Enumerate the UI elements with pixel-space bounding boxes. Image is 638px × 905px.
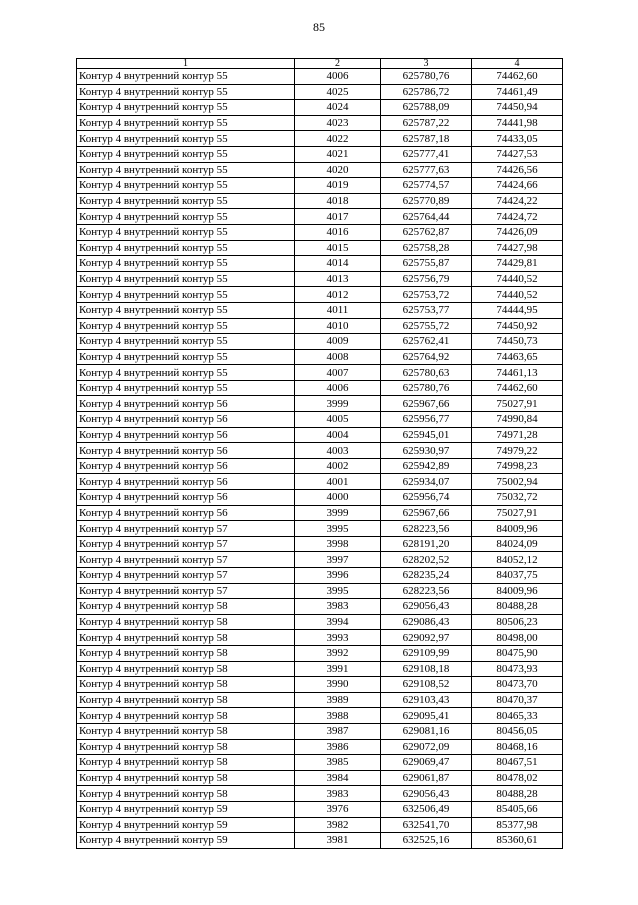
point-number-cell: 4005 (295, 412, 381, 428)
point-number-cell: 3986 (295, 739, 381, 755)
x-coordinate-cell: 625787,22 (381, 115, 472, 131)
x-coordinate-cell: 629086,43 (381, 614, 472, 630)
contour-name-cell: Контур 4 внутренний контур 56 (77, 396, 295, 412)
contour-name-cell: Контур 4 внутренний контур 55 (77, 287, 295, 303)
table-row (77, 256, 563, 272)
contour-name-cell: Контур 4 внутренний контур 56 (77, 490, 295, 506)
contour-name-cell: Контур 4 внутренний контур 55 (77, 69, 295, 85)
x-coordinate-cell: 625764,92 (381, 349, 472, 365)
table-row (77, 458, 563, 474)
table-row (77, 536, 563, 552)
contour-name-cell: Контур 4 внутренний контур 55 (77, 256, 295, 272)
point-number-cell: 3985 (295, 755, 381, 771)
x-coordinate-cell: 629056,43 (381, 786, 472, 802)
x-coordinate-cell: 625762,87 (381, 224, 472, 240)
y-coordinate-cell: 74424,22 (472, 193, 563, 209)
x-coordinate-cell: 628191,20 (381, 536, 472, 552)
contour-name-cell: Контур 4 внутренний контур 55 (77, 162, 295, 178)
y-coordinate-cell: 74461,49 (472, 84, 563, 100)
y-coordinate-cell: 75032,72 (472, 490, 563, 506)
contour-name-cell: Контур 4 внутренний контур 55 (77, 146, 295, 162)
table-row (77, 162, 563, 178)
x-coordinate-cell: 625956,77 (381, 412, 472, 428)
table-row (77, 380, 563, 396)
y-coordinate-cell: 74462,60 (472, 69, 563, 85)
column-header-3: 3 (381, 59, 472, 69)
x-coordinate-cell: 625753,77 (381, 302, 472, 318)
table-row (77, 583, 563, 599)
y-coordinate-cell: 80467,51 (472, 755, 563, 771)
table-row (77, 521, 563, 537)
contour-name-cell: Контур 4 внутренний контур 58 (77, 739, 295, 755)
contour-name-cell: Контур 4 внутренний контур 55 (77, 240, 295, 256)
table-row (77, 708, 563, 724)
table-row (77, 801, 563, 817)
y-coordinate-cell: 80488,28 (472, 599, 563, 615)
contour-name-cell: Контур 4 внутренний контур 56 (77, 427, 295, 443)
x-coordinate-cell: 629072,09 (381, 739, 472, 755)
x-coordinate-cell: 625755,87 (381, 256, 472, 272)
y-coordinate-cell: 84009,96 (472, 521, 563, 537)
y-coordinate-cell: 80473,70 (472, 677, 563, 693)
y-coordinate-cell: 80465,33 (472, 708, 563, 724)
x-coordinate-cell: 629092,97 (381, 630, 472, 646)
point-number-cell: 4006 (295, 380, 381, 396)
contour-name-cell: Контур 4 внутренний контур 55 (77, 100, 295, 116)
contour-name-cell: Контур 4 внутренний контур 57 (77, 536, 295, 552)
y-coordinate-cell: 74461,13 (472, 365, 563, 381)
table-row (77, 692, 563, 708)
point-number-cell: 4004 (295, 427, 381, 443)
table-row (77, 334, 563, 350)
point-number-cell: 4017 (295, 209, 381, 225)
table-row (77, 645, 563, 661)
point-number-cell: 3996 (295, 568, 381, 584)
y-coordinate-cell: 75027,91 (472, 396, 563, 412)
table-row (77, 100, 563, 116)
point-number-cell: 3982 (295, 817, 381, 833)
table-row (77, 599, 563, 615)
point-number-cell: 3992 (295, 645, 381, 661)
point-number-cell: 3993 (295, 630, 381, 646)
contour-name-cell: Контур 4 внутренний контур 58 (77, 630, 295, 646)
table-row (77, 739, 563, 755)
point-number-cell: 3999 (295, 505, 381, 521)
contour-name-cell: Контур 4 внутренний контур 56 (77, 443, 295, 459)
x-coordinate-cell: 629108,52 (381, 677, 472, 693)
x-coordinate-cell: 625942,89 (381, 458, 472, 474)
x-coordinate-cell: 625777,63 (381, 162, 472, 178)
contour-name-cell: Контур 4 внутренний контур 55 (77, 380, 295, 396)
table-row (77, 224, 563, 240)
x-coordinate-cell: 625967,66 (381, 505, 472, 521)
y-coordinate-cell: 80488,28 (472, 786, 563, 802)
point-number-cell: 3984 (295, 770, 381, 786)
point-number-cell: 4020 (295, 162, 381, 178)
contour-name-cell: Контур 4 внутренний контур 55 (77, 365, 295, 381)
y-coordinate-cell: 80498,00 (472, 630, 563, 646)
contour-name-cell: Контур 4 внутренний контур 58 (77, 723, 295, 739)
x-coordinate-cell: 629108,18 (381, 661, 472, 677)
x-coordinate-cell: 629069,47 (381, 755, 472, 771)
table-row (77, 723, 563, 739)
contour-name-cell: Контур 4 внутренний контур 55 (77, 84, 295, 100)
point-number-cell: 4021 (295, 146, 381, 162)
contour-name-cell: Контур 4 внутренний контур 59 (77, 817, 295, 833)
y-coordinate-cell: 80475,90 (472, 645, 563, 661)
table-row (77, 69, 563, 85)
y-coordinate-cell: 74424,66 (472, 178, 563, 194)
y-coordinate-cell: 80478,02 (472, 770, 563, 786)
point-number-cell: 4000 (295, 490, 381, 506)
table-row (77, 412, 563, 428)
table-row (77, 443, 563, 459)
x-coordinate-cell: 625780,76 (381, 69, 472, 85)
point-number-cell: 4012 (295, 287, 381, 303)
point-number-cell: 3998 (295, 536, 381, 552)
table-row (77, 396, 563, 412)
point-number-cell: 4006 (295, 69, 381, 85)
table-row (77, 630, 563, 646)
contour-name-cell: Контур 4 внутренний контур 58 (77, 692, 295, 708)
y-coordinate-cell: 80473,93 (472, 661, 563, 677)
contour-name-cell: Контур 4 внутренний контур 56 (77, 412, 295, 428)
table-row (77, 178, 563, 194)
y-coordinate-cell: 80468,16 (472, 739, 563, 755)
contour-name-cell: Контур 4 внутренний контур 55 (77, 115, 295, 131)
contour-name-cell: Контур 4 внутренний контур 58 (77, 786, 295, 802)
contour-name-cell: Контур 4 внутренний контур 55 (77, 178, 295, 194)
y-coordinate-cell: 74429,81 (472, 256, 563, 272)
x-coordinate-cell: 625770,89 (381, 193, 472, 209)
contour-name-cell: Контур 4 внутренний контур 58 (77, 708, 295, 724)
y-coordinate-cell: 74998,23 (472, 458, 563, 474)
table-row (77, 552, 563, 568)
contour-name-cell: Контур 4 внутренний контур 58 (77, 614, 295, 630)
point-number-cell: 4025 (295, 84, 381, 100)
x-coordinate-cell: 625780,76 (381, 380, 472, 396)
contour-name-cell: Контур 4 внутренний контур 57 (77, 521, 295, 537)
point-number-cell: 3995 (295, 583, 381, 599)
x-coordinate-cell: 625764,44 (381, 209, 472, 225)
contour-name-cell: Контур 4 внутренний контур 58 (77, 677, 295, 693)
x-coordinate-cell: 629095,41 (381, 708, 472, 724)
table-row (77, 755, 563, 771)
page-number: 85 (313, 20, 325, 34)
table-row (77, 209, 563, 225)
y-coordinate-cell: 74463,65 (472, 349, 563, 365)
table-body (77, 69, 563, 849)
contour-name-cell: Контур 4 внутренний контур 55 (77, 302, 295, 318)
x-coordinate-cell: 628202,52 (381, 552, 472, 568)
x-coordinate-cell: 628223,56 (381, 521, 472, 537)
point-number-cell: 4024 (295, 100, 381, 116)
table-row (77, 833, 563, 849)
table-row (77, 318, 563, 334)
y-coordinate-cell: 74426,09 (472, 224, 563, 240)
point-number-cell: 4015 (295, 240, 381, 256)
table-row (77, 365, 563, 381)
table-row (77, 193, 563, 209)
y-coordinate-cell: 84024,09 (472, 536, 563, 552)
contour-name-cell: Контур 4 внутренний контур 56 (77, 474, 295, 490)
table-row (77, 271, 563, 287)
table-row (77, 349, 563, 365)
point-number-cell: 4013 (295, 271, 381, 287)
y-coordinate-cell: 74450,94 (472, 100, 563, 116)
point-number-cell: 3988 (295, 708, 381, 724)
contour-name-cell: Контур 4 внутренний контур 55 (77, 349, 295, 365)
y-coordinate-cell: 74433,05 (472, 131, 563, 147)
x-coordinate-cell: 625930,97 (381, 443, 472, 459)
point-number-cell: 4022 (295, 131, 381, 147)
contour-name-cell: Контур 4 внутренний контур 58 (77, 599, 295, 615)
x-coordinate-cell: 629056,43 (381, 599, 472, 615)
point-number-cell: 4023 (295, 115, 381, 131)
contour-name-cell: Контур 4 внутренний контур 57 (77, 568, 295, 584)
y-coordinate-cell: 80506,23 (472, 614, 563, 630)
column-header-2: 2 (295, 59, 381, 69)
x-coordinate-cell: 625788,09 (381, 100, 472, 116)
x-coordinate-cell: 625786,72 (381, 84, 472, 100)
x-coordinate-cell: 625762,41 (381, 334, 472, 350)
x-coordinate-cell: 628235,24 (381, 568, 472, 584)
x-coordinate-cell: 632541,70 (381, 817, 472, 833)
table-row (77, 677, 563, 693)
y-coordinate-cell: 74440,52 (472, 271, 563, 287)
point-number-cell: 3976 (295, 801, 381, 817)
point-number-cell: 4001 (295, 474, 381, 490)
y-coordinate-cell: 74450,92 (472, 318, 563, 334)
x-coordinate-cell: 625787,18 (381, 131, 472, 147)
y-coordinate-cell: 84052,12 (472, 552, 563, 568)
table-row (77, 786, 563, 802)
x-coordinate-cell: 625756,79 (381, 271, 472, 287)
y-coordinate-cell: 85405,66 (472, 801, 563, 817)
x-coordinate-cell: 625777,41 (381, 146, 472, 162)
point-number-cell: 4014 (295, 256, 381, 272)
x-coordinate-cell: 628223,56 (381, 583, 472, 599)
table-row (77, 131, 563, 147)
table-row (77, 505, 563, 521)
contour-name-cell: Контур 4 внутренний контур 59 (77, 801, 295, 817)
point-number-cell: 4011 (295, 302, 381, 318)
contour-name-cell: Контур 4 внутренний контур 55 (77, 271, 295, 287)
table-row (77, 614, 563, 630)
point-number-cell: 4010 (295, 318, 381, 334)
y-coordinate-cell: 84037,75 (472, 568, 563, 584)
table-row (77, 661, 563, 677)
y-coordinate-cell: 74462,60 (472, 380, 563, 396)
x-coordinate-cell: 625755,72 (381, 318, 472, 334)
y-coordinate-cell: 74971,28 (472, 427, 563, 443)
y-coordinate-cell: 74979,22 (472, 443, 563, 459)
point-number-cell: 4018 (295, 193, 381, 209)
table-row (77, 427, 563, 443)
point-number-cell: 3987 (295, 723, 381, 739)
point-number-cell: 4003 (295, 443, 381, 459)
table-row (77, 287, 563, 303)
contour-name-cell: Контур 4 внутренний контур 57 (77, 552, 295, 568)
x-coordinate-cell: 625934,07 (381, 474, 472, 490)
contour-name-cell: Контур 4 внутренний контур 59 (77, 833, 295, 849)
point-number-cell: 3999 (295, 396, 381, 412)
y-coordinate-cell: 74444,95 (472, 302, 563, 318)
table-header-row (77, 59, 563, 69)
y-coordinate-cell: 74424,72 (472, 209, 563, 225)
contour-name-cell: Контур 4 внутренний контур 57 (77, 583, 295, 599)
contour-name-cell: Контур 4 внутренний контур 55 (77, 131, 295, 147)
contour-name-cell: Контур 4 внутренний контур 56 (77, 505, 295, 521)
table-row (77, 568, 563, 584)
point-number-cell: 4008 (295, 349, 381, 365)
table-row (77, 490, 563, 506)
contour-name-cell: Контур 4 внутренний контур 55 (77, 318, 295, 334)
x-coordinate-cell: 629061,87 (381, 770, 472, 786)
table-row (77, 146, 563, 162)
table-row (77, 817, 563, 833)
point-number-cell: 4007 (295, 365, 381, 381)
y-coordinate-cell: 85377,98 (472, 817, 563, 833)
point-number-cell: 4002 (295, 458, 381, 474)
contour-name-cell: Контур 4 внутренний контур 58 (77, 645, 295, 661)
x-coordinate-cell: 629081,16 (381, 723, 472, 739)
y-coordinate-cell: 74990,84 (472, 412, 563, 428)
point-number-cell: 3991 (295, 661, 381, 677)
point-number-cell: 4019 (295, 178, 381, 194)
table-row (77, 115, 563, 131)
contour-name-cell: Контур 4 внутренний контур 55 (77, 334, 295, 350)
contour-name-cell: Контур 4 внутренний контур 58 (77, 661, 295, 677)
x-coordinate-cell: 629103,43 (381, 692, 472, 708)
point-number-cell: 4016 (295, 224, 381, 240)
column-header-4: 4 (472, 59, 563, 69)
contour-name-cell: Контур 4 внутренний контур 58 (77, 755, 295, 771)
x-coordinate-cell: 625956,74 (381, 490, 472, 506)
y-coordinate-cell: 84009,96 (472, 583, 563, 599)
point-number-cell: 3995 (295, 521, 381, 537)
y-coordinate-cell: 75002,94 (472, 474, 563, 490)
table-row (77, 240, 563, 256)
x-coordinate-cell: 625753,72 (381, 287, 472, 303)
point-number-cell: 3997 (295, 552, 381, 568)
table-row (77, 302, 563, 318)
point-number-cell: 3983 (295, 599, 381, 615)
x-coordinate-cell: 625967,66 (381, 396, 472, 412)
contour-name-cell: Контур 4 внутренний контур 55 (77, 209, 295, 225)
y-coordinate-cell: 74426,56 (472, 162, 563, 178)
point-number-cell: 3989 (295, 692, 381, 708)
point-number-cell: 4009 (295, 334, 381, 350)
contour-name-cell: Контур 4 внутренний контур 55 (77, 224, 295, 240)
x-coordinate-cell: 632506,49 (381, 801, 472, 817)
x-coordinate-cell: 632525,16 (381, 833, 472, 849)
x-coordinate-cell: 625780,63 (381, 365, 472, 381)
column-header-1: 1 (77, 59, 295, 69)
y-coordinate-cell: 80470,37 (472, 692, 563, 708)
y-coordinate-cell: 85360,61 (472, 833, 563, 849)
point-number-cell: 3994 (295, 614, 381, 630)
table-row (77, 84, 563, 100)
y-coordinate-cell: 80456,05 (472, 723, 563, 739)
y-coordinate-cell: 74427,53 (472, 146, 563, 162)
y-coordinate-cell: 74427,98 (472, 240, 563, 256)
x-coordinate-cell: 629109,99 (381, 645, 472, 661)
coordinates-table (76, 58, 563, 849)
contour-name-cell: Контур 4 внутренний контур 56 (77, 458, 295, 474)
x-coordinate-cell: 625774,57 (381, 178, 472, 194)
y-coordinate-cell: 74441,98 (472, 115, 563, 131)
point-number-cell: 3990 (295, 677, 381, 693)
x-coordinate-cell: 625945,01 (381, 427, 472, 443)
contour-name-cell: Контур 4 внутренний контур 55 (77, 193, 295, 209)
point-number-cell: 3981 (295, 833, 381, 849)
table-row (77, 474, 563, 490)
table-row (77, 770, 563, 786)
y-coordinate-cell: 75027,91 (472, 505, 563, 521)
y-coordinate-cell: 74440,52 (472, 287, 563, 303)
x-coordinate-cell: 625758,28 (381, 240, 472, 256)
point-number-cell: 3983 (295, 786, 381, 802)
y-coordinate-cell: 74450,73 (472, 334, 563, 350)
contour-name-cell: Контур 4 внутренний контур 58 (77, 770, 295, 786)
